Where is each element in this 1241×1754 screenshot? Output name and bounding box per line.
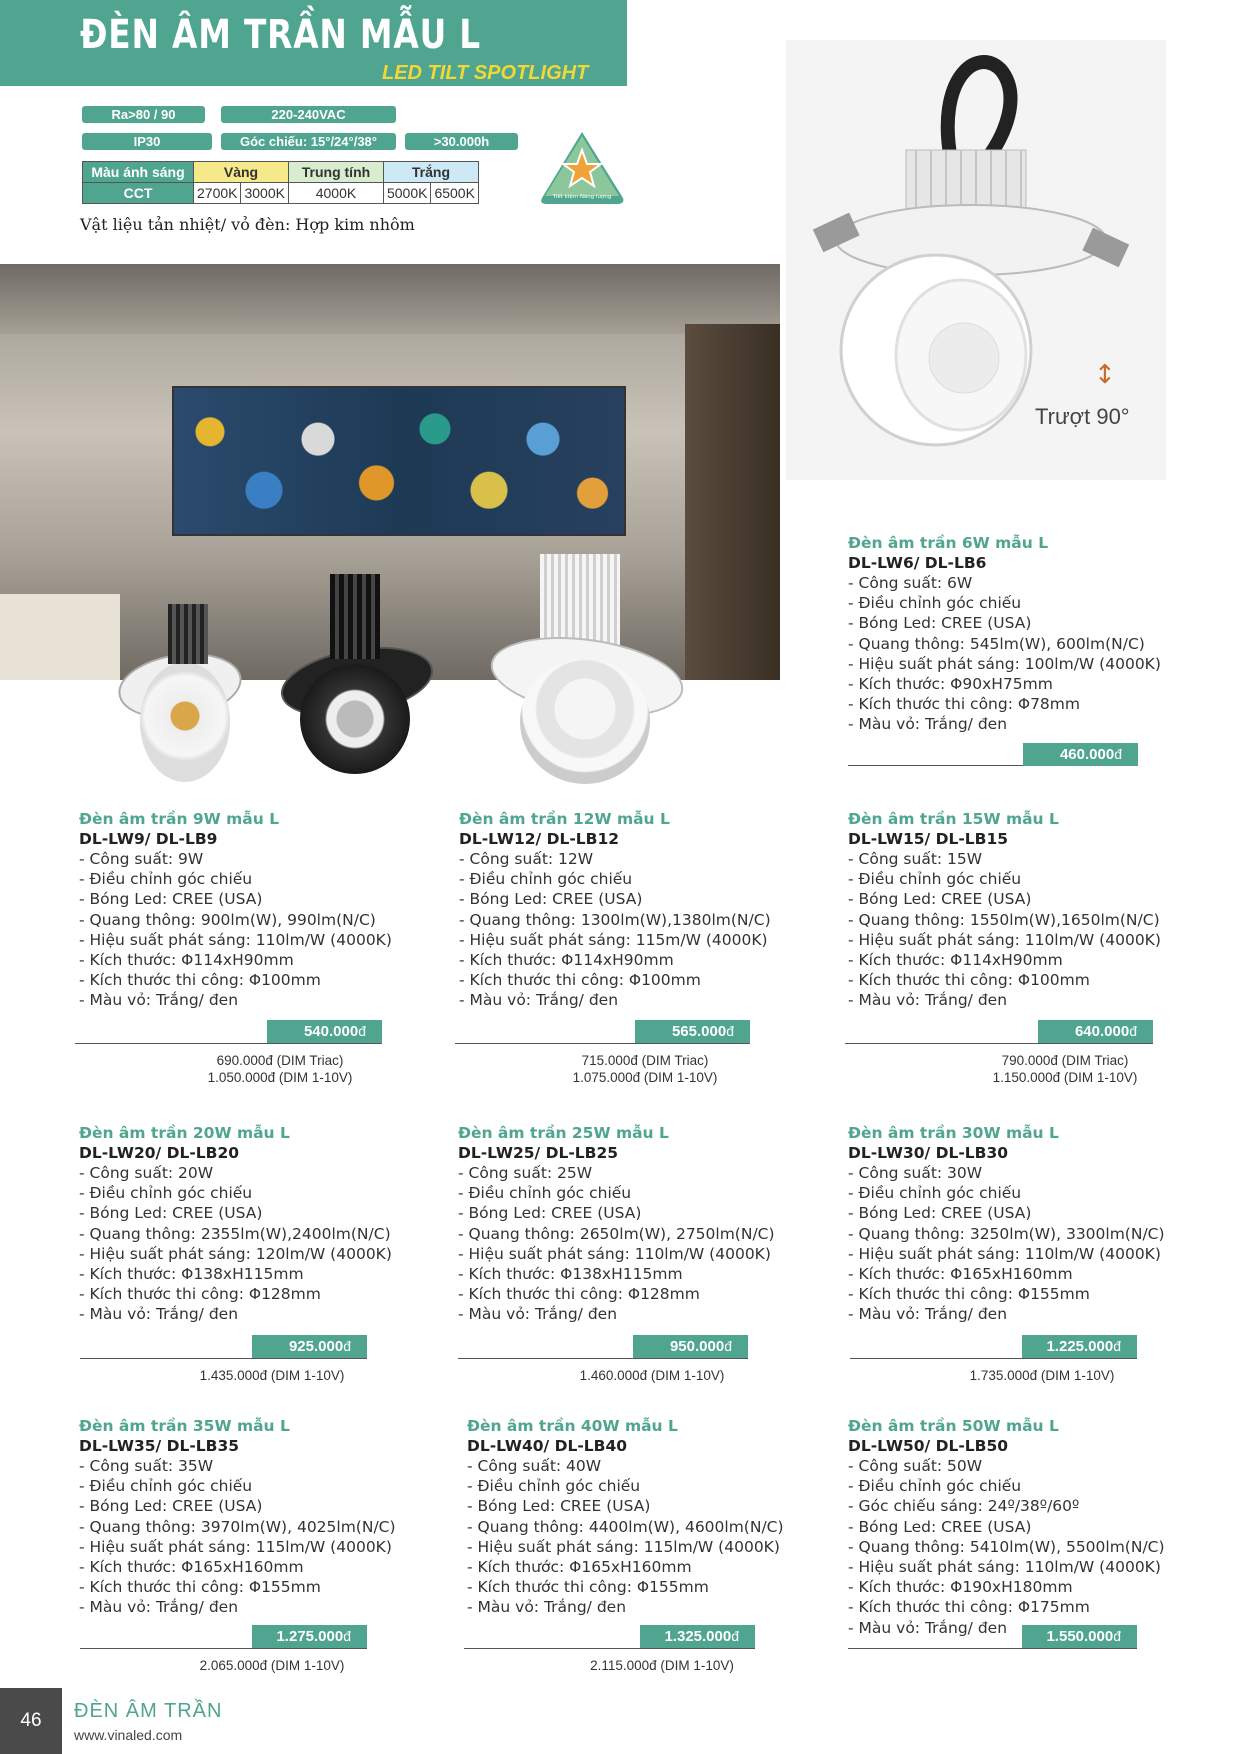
cct-5000: 5000K bbox=[383, 183, 430, 204]
product-title: Đèn âm trần 9W mẫu L bbox=[79, 810, 280, 828]
dim-price-triac: 715.000đ (DIM Triac) bbox=[581, 1053, 709, 1068]
price-rule bbox=[848, 1648, 1137, 1649]
product-title: Đèn âm trần 20W mẫu L bbox=[79, 1124, 290, 1142]
spec-line: - Hiệu suất phát sáng: 100lm/W (4000K) bbox=[848, 654, 1161, 673]
spec-line: - Điều chỉnh góc chiếu bbox=[848, 870, 1022, 889]
price-tag bbox=[640, 1625, 755, 1648]
spec-line: - Màu vỏ: Trắng/ đen bbox=[459, 991, 619, 1010]
price-value: 925.000 bbox=[288, 1338, 344, 1355]
page-number: 46 bbox=[0, 1688, 62, 1754]
dim-price-1-10v: 1.150.000đ (DIM 1-10V) bbox=[992, 1070, 1138, 1085]
spec-line: - Bóng Led: CREE (USA) bbox=[467, 1497, 651, 1516]
spec-line: - Màu vỏ: Trắng/ đen bbox=[848, 1618, 1008, 1637]
spec-line: - Quang thông: 3250lm(W), 3300lm(N/C) bbox=[848, 1224, 1165, 1243]
spec-line: - Bóng Led: CREE (USA) bbox=[848, 1517, 1032, 1536]
price-rule bbox=[464, 1648, 755, 1649]
spec-line: - Bóng Led: CREE (USA) bbox=[848, 1204, 1032, 1223]
spec-life: >30.000h bbox=[405, 133, 518, 150]
price-value: 540.000 bbox=[303, 1023, 359, 1040]
spec-line: - Hiệu suất phát sáng: 115m/W (4000K) bbox=[459, 930, 768, 949]
price-currency: đ bbox=[726, 1023, 734, 1039]
product-code: DL-LW9/ DL-LB9 bbox=[79, 830, 218, 848]
dim-prices bbox=[975, 1052, 1155, 1086]
product-20w bbox=[79, 1123, 392, 1325]
dim-price-triac: 690.000đ (DIM Triac) bbox=[216, 1053, 344, 1068]
table-head-warm: Vàng bbox=[194, 162, 289, 183]
spec-line: - Kích thước thi công: Φ128mm bbox=[458, 1285, 700, 1304]
spec-line: - Kích thước: Φ114xH90mm bbox=[848, 951, 1063, 970]
room-photo bbox=[0, 264, 780, 680]
price-tag bbox=[1023, 743, 1138, 766]
price-rule bbox=[455, 1043, 750, 1044]
product-code: DL-LW25/ DL-LB25 bbox=[458, 1144, 619, 1162]
spec-line: - Bóng Led: CREE (USA) bbox=[848, 890, 1032, 909]
spec-line: - Kích thước thi công: Φ155mm bbox=[467, 1578, 709, 1597]
spec-line: - Điều chỉnh góc chiếu bbox=[459, 870, 633, 889]
spec-line: - Kích thước: Φ165xH160mm bbox=[848, 1265, 1073, 1284]
spec-ip: IP30 bbox=[82, 133, 212, 150]
spec-line: - Điều chỉnh góc chiếu bbox=[79, 1477, 253, 1496]
price-tag bbox=[267, 1020, 382, 1043]
spec-line: - Kích thước thi công: Φ100mm bbox=[848, 971, 1090, 990]
spec-line: - Quang thông: 545lm(W), 600lm(N/C) bbox=[848, 634, 1145, 653]
spec-line: - Công suất: 25W bbox=[458, 1164, 593, 1182]
product-title: Đèn âm trần 15W mẫu L bbox=[848, 810, 1059, 828]
dim-prices bbox=[952, 1367, 1132, 1384]
spec-line: - Công suất: 40W bbox=[467, 1457, 602, 1475]
spec-line: - Điều chỉnh góc chiếu bbox=[79, 1184, 253, 1203]
price-currency: đ bbox=[343, 1628, 351, 1644]
price-value: 1.325.000 bbox=[664, 1628, 732, 1645]
spec-voltage: 220-240VAC bbox=[221, 106, 396, 123]
spec-line: - Công suất: 50W bbox=[848, 1457, 983, 1475]
spec-line: - Công suất: 35W bbox=[79, 1457, 214, 1475]
spec-line: - Bóng Led: CREE (USA) bbox=[79, 1497, 263, 1516]
spec-line: - Hiệu suất phát sáng: 110lm/W (4000K) bbox=[848, 1558, 1161, 1577]
lamp-white-large bbox=[520, 659, 650, 784]
spec-line: - Bóng Led: CREE (USA) bbox=[458, 1204, 642, 1223]
price-tag bbox=[635, 1020, 750, 1043]
lamp-white-small bbox=[140, 662, 230, 782]
lamp-black-heatsink-2 bbox=[330, 574, 380, 659]
product-40w bbox=[467, 1416, 784, 1618]
spec-line: - Góc chiếu sáng: 24º/38º/60º bbox=[848, 1497, 1080, 1516]
spec-line: - Công suất: 15W bbox=[848, 850, 983, 868]
spec-line: - Điều chỉnh góc chiếu bbox=[467, 1477, 641, 1496]
spec-line: - Hiệu suất phát sáng: 115lm/W (4000K) bbox=[79, 1537, 392, 1556]
spec-line: - Quang thông: 5410lm(W), 5500lm(N/C) bbox=[848, 1537, 1165, 1556]
table-label-cct: CCT bbox=[83, 183, 194, 204]
product-6w bbox=[848, 533, 1161, 735]
spec-line: - Màu vỏ: Trắng/ đen bbox=[467, 1598, 627, 1617]
price-tag bbox=[1022, 1335, 1137, 1358]
product-title: Đèn âm trần 12W mẫu L bbox=[459, 810, 670, 828]
spec-line: - Màu vỏ: Trắng/ đen bbox=[848, 1305, 1008, 1324]
spec-line: - Điều chỉnh góc chiếu bbox=[458, 1184, 632, 1203]
footer-section-title: ĐÈN ÂM TRẦN bbox=[74, 1700, 223, 1722]
badge-text: Tiết kiệm Năng lượng bbox=[552, 194, 612, 200]
product-title: Đèn âm trần 25W mẫu L bbox=[458, 1124, 669, 1142]
dim-prices bbox=[190, 1052, 370, 1086]
price-currency: đ bbox=[1114, 746, 1122, 762]
price-currency: đ bbox=[731, 1628, 739, 1644]
spec-line: - Bóng Led: CREE (USA) bbox=[848, 614, 1032, 633]
spec-line: - Kích thước thi công: Φ155mm bbox=[848, 1285, 1090, 1304]
rotate-arrow-icon: ↕ bbox=[1094, 360, 1116, 390]
product-code: DL-LW12/ DL-LB12 bbox=[459, 830, 620, 848]
product-code: DL-LW30/ DL-LB30 bbox=[848, 1144, 1009, 1162]
price-currency: đ bbox=[724, 1338, 732, 1354]
spec-line: - Điều chỉnh góc chiếu bbox=[79, 870, 253, 889]
dim-prices bbox=[572, 1657, 752, 1674]
spec-line: - Màu vỏ: Trắng/ đen bbox=[848, 991, 1008, 1010]
dim-price-1-10v: 2.115.000đ (DIM 1-10V) bbox=[590, 1658, 734, 1673]
header-banner bbox=[0, 0, 627, 86]
product-code: DL-LW15/ DL-LB15 bbox=[848, 830, 1009, 848]
spec-line: - Kích thước thi công: Φ100mm bbox=[459, 971, 701, 990]
spec-line: - Quang thông: 1300lm(W),1380lm(N/C) bbox=[459, 910, 771, 929]
spec-line: - Kích thước: Φ138xH115mm bbox=[458, 1265, 683, 1284]
spec-line: - Kích thước thi công: Φ175mm bbox=[848, 1598, 1090, 1617]
dim-prices bbox=[562, 1367, 742, 1384]
dim-price-1-10v: 1.735.000đ (DIM 1-10V) bbox=[969, 1368, 1115, 1383]
product-title: Đèn âm trần 30W mẫu L bbox=[848, 1124, 1059, 1142]
lamp-black bbox=[300, 664, 410, 774]
price-value: 460.000 bbox=[1059, 746, 1115, 763]
spec-line: - Quang thông: 3970lm(W), 4025lm(N/C) bbox=[79, 1517, 396, 1536]
price-value: 1.225.000 bbox=[1046, 1338, 1114, 1355]
dim-price-1-10v: 1.460.000đ (DIM 1-10V) bbox=[579, 1368, 725, 1383]
spec-line: - Quang thông: 2650lm(W), 2750lm(N/C) bbox=[458, 1224, 775, 1243]
energy-saving-badge-icon bbox=[537, 128, 627, 206]
spec-line: - Hiệu suất phát sáng: 115lm/W (4000K) bbox=[467, 1537, 780, 1556]
spec-beam: Góc chiếu: 15°/24°/38° bbox=[221, 133, 396, 150]
rotate-label: Trượt 90° bbox=[1035, 404, 1130, 429]
product-title: Đèn âm trần 50W mẫu L bbox=[848, 1417, 1059, 1435]
price-tag bbox=[252, 1625, 367, 1648]
spec-line: - Hiệu suất phát sáng: 110lm/W (4000K) bbox=[79, 930, 392, 949]
spec-line: - Bóng Led: CREE (USA) bbox=[459, 890, 643, 909]
spec-line: - Quang thông: 4400lm(W), 4600lm(N/C) bbox=[467, 1517, 784, 1536]
price-tag bbox=[633, 1335, 748, 1358]
spec-line: - Hiệu suất phát sáng: 110lm/W (4000K) bbox=[848, 930, 1161, 949]
spec-line: - Điều chỉnh góc chiếu bbox=[848, 594, 1022, 613]
price-currency: đ bbox=[1113, 1338, 1121, 1354]
price-rule bbox=[850, 1358, 1137, 1359]
spec-ra: Ra>80 / 90 bbox=[82, 106, 205, 123]
room-sofa bbox=[0, 594, 120, 680]
spec-line: - Điều chỉnh góc chiếu bbox=[848, 1477, 1022, 1496]
color-temperature-table bbox=[82, 161, 479, 204]
dim-price-triac: 790.000đ (DIM Triac) bbox=[1001, 1053, 1129, 1068]
spec-line: - Màu vỏ: Trắng/ đen bbox=[458, 1305, 618, 1324]
product-title: Đèn âm trần 35W mẫu L bbox=[79, 1417, 290, 1435]
spec-line: - Màu vỏ: Trắng/ đen bbox=[79, 1305, 239, 1324]
cct-6500: 6500K bbox=[431, 183, 478, 204]
room-painting bbox=[172, 386, 626, 536]
spec-line: - Kích thước: Φ114xH90mm bbox=[79, 951, 294, 970]
room-ceiling bbox=[0, 264, 780, 334]
cct-4000: 4000K bbox=[288, 183, 383, 204]
price-value: 950.000 bbox=[669, 1338, 725, 1355]
spec-line: - Công suất: 9W bbox=[79, 850, 204, 868]
spec-line: - Công suất: 20W bbox=[79, 1164, 214, 1182]
price-currency: đ bbox=[1129, 1023, 1137, 1039]
price-currency: đ bbox=[358, 1023, 366, 1039]
material-note: Vật liệu tản nhiệt/ vỏ đèn: Hợp kim nhôm bbox=[80, 215, 415, 234]
footer-website[interactable]: www.vinaled.com bbox=[74, 1727, 183, 1743]
price-currency: đ bbox=[343, 1338, 351, 1354]
spec-line: - Kích thước: Φ165xH160mm bbox=[79, 1558, 304, 1577]
price-rule bbox=[845, 1043, 1153, 1044]
dim-price-1-10v: 1.075.000đ (DIM 1-10V) bbox=[572, 1070, 718, 1085]
product-12w bbox=[459, 809, 771, 1011]
spec-line: - Kích thước: Φ138xH115mm bbox=[79, 1265, 304, 1284]
spec-line: - Công suất: 6W bbox=[848, 574, 973, 592]
product-30w bbox=[848, 1123, 1165, 1325]
spec-line: - Kích thước: Φ114xH90mm bbox=[459, 951, 674, 970]
product-50w bbox=[848, 1416, 1165, 1638]
spec-line: - Công suất: 12W bbox=[459, 850, 594, 868]
price-value: 640.000 bbox=[1074, 1023, 1130, 1040]
cct-2700: 2700K bbox=[194, 183, 241, 204]
product-title: Đèn âm trần 40W mẫu L bbox=[467, 1417, 678, 1435]
product-code: DL-LW20/ DL-LB20 bbox=[79, 1144, 240, 1162]
dim-price-1-10v: 2.065.000đ (DIM 1-10V) bbox=[199, 1658, 345, 1673]
spec-line: - Quang thông: 2355lm(W),2400lm(N/C) bbox=[79, 1224, 391, 1243]
room-shelf bbox=[685, 324, 780, 680]
spec-line: - Kích thước thi công: Φ100mm bbox=[79, 971, 321, 990]
dim-prices bbox=[182, 1367, 362, 1384]
spec-line: - Kích thước thi công: Φ128mm bbox=[79, 1285, 321, 1304]
price-tag bbox=[1038, 1020, 1153, 1043]
spec-line: - Bóng Led: CREE (USA) bbox=[79, 1204, 263, 1223]
spec-line: - Kích thước: Φ165xH160mm bbox=[467, 1558, 692, 1577]
product-25w bbox=[458, 1123, 775, 1325]
spec-line: - Màu vỏ: Trắng/ đen bbox=[79, 991, 239, 1010]
spec-line: - Điều chỉnh góc chiếu bbox=[848, 1184, 1022, 1203]
cct-3000: 3000K bbox=[241, 183, 288, 204]
spec-line: - Hiệu suất phát sáng: 110lm/W (4000K) bbox=[848, 1244, 1161, 1263]
spec-line: - Kích thước: Φ90xH75mm bbox=[848, 675, 1053, 694]
product-title: Đèn âm trần 6W mẫu L bbox=[848, 534, 1049, 552]
price-rule bbox=[80, 1648, 367, 1649]
spec-line: - Màu vỏ: Trắng/ đen bbox=[848, 715, 1008, 734]
table-head-neutral: Trung tính bbox=[288, 162, 383, 183]
price-value: 1.275.000 bbox=[276, 1628, 344, 1645]
table-head-white: Trắng bbox=[383, 162, 478, 183]
price-value: 565.000 bbox=[671, 1023, 727, 1040]
dim-prices bbox=[555, 1052, 735, 1086]
product-15w bbox=[848, 809, 1161, 1011]
dim-price-1-10v: 1.435.000đ (DIM 1-10V) bbox=[199, 1368, 345, 1383]
spec-line: - Quang thông: 900lm(W), 990lm(N/C) bbox=[79, 910, 376, 929]
dim-price-1-10v: 1.050.000đ (DIM 1-10V) bbox=[207, 1070, 353, 1085]
product-code: DL-LW50/ DL-LB50 bbox=[848, 1437, 1009, 1455]
page-subtitle: LED TILT SPOTLIGHT bbox=[382, 62, 589, 84]
dim-prices bbox=[182, 1657, 362, 1674]
spec-line: - Hiệu suất phát sáng: 120lm/W (4000K) bbox=[79, 1244, 392, 1263]
product-code: DL-LW35/ DL-LB35 bbox=[79, 1437, 240, 1455]
price-value: 1.550.000 bbox=[1046, 1628, 1114, 1645]
spec-line: - Kích thước thi công: Φ78mm bbox=[848, 695, 1080, 714]
table-label-color: Màu ánh sáng bbox=[83, 162, 194, 183]
price-currency: đ bbox=[1113, 1628, 1121, 1644]
product-9w bbox=[79, 809, 392, 1011]
spec-line: - Kích thước: Φ190xH180mm bbox=[848, 1578, 1073, 1597]
spec-line: - Công suất: 30W bbox=[848, 1164, 983, 1182]
spec-line: - Bóng Led: CREE (USA) bbox=[79, 890, 263, 909]
page-title: ĐÈN ÂM TRẦN MẪU L bbox=[80, 12, 482, 58]
price-tag bbox=[1022, 1625, 1137, 1648]
price-rule bbox=[75, 1043, 382, 1044]
spec-line: - Màu vỏ: Trắng/ đen bbox=[79, 1598, 239, 1617]
spec-line: - Quang thông: 1550lm(W),1650lm(N/C) bbox=[848, 910, 1160, 929]
product-code: DL-LW6/ DL-LB6 bbox=[848, 554, 987, 572]
spec-line: - Hiệu suất phát sáng: 110lm/W (4000K) bbox=[458, 1244, 771, 1263]
price-rule bbox=[458, 1358, 748, 1359]
price-tag bbox=[252, 1335, 367, 1358]
price-rule bbox=[80, 1358, 367, 1359]
product-35w bbox=[79, 1416, 396, 1618]
spec-line: - Kích thước thi công: Φ155mm bbox=[79, 1578, 321, 1597]
lamp-black-heatsink bbox=[168, 604, 208, 664]
product-code: DL-LW40/ DL-LB40 bbox=[467, 1437, 628, 1455]
